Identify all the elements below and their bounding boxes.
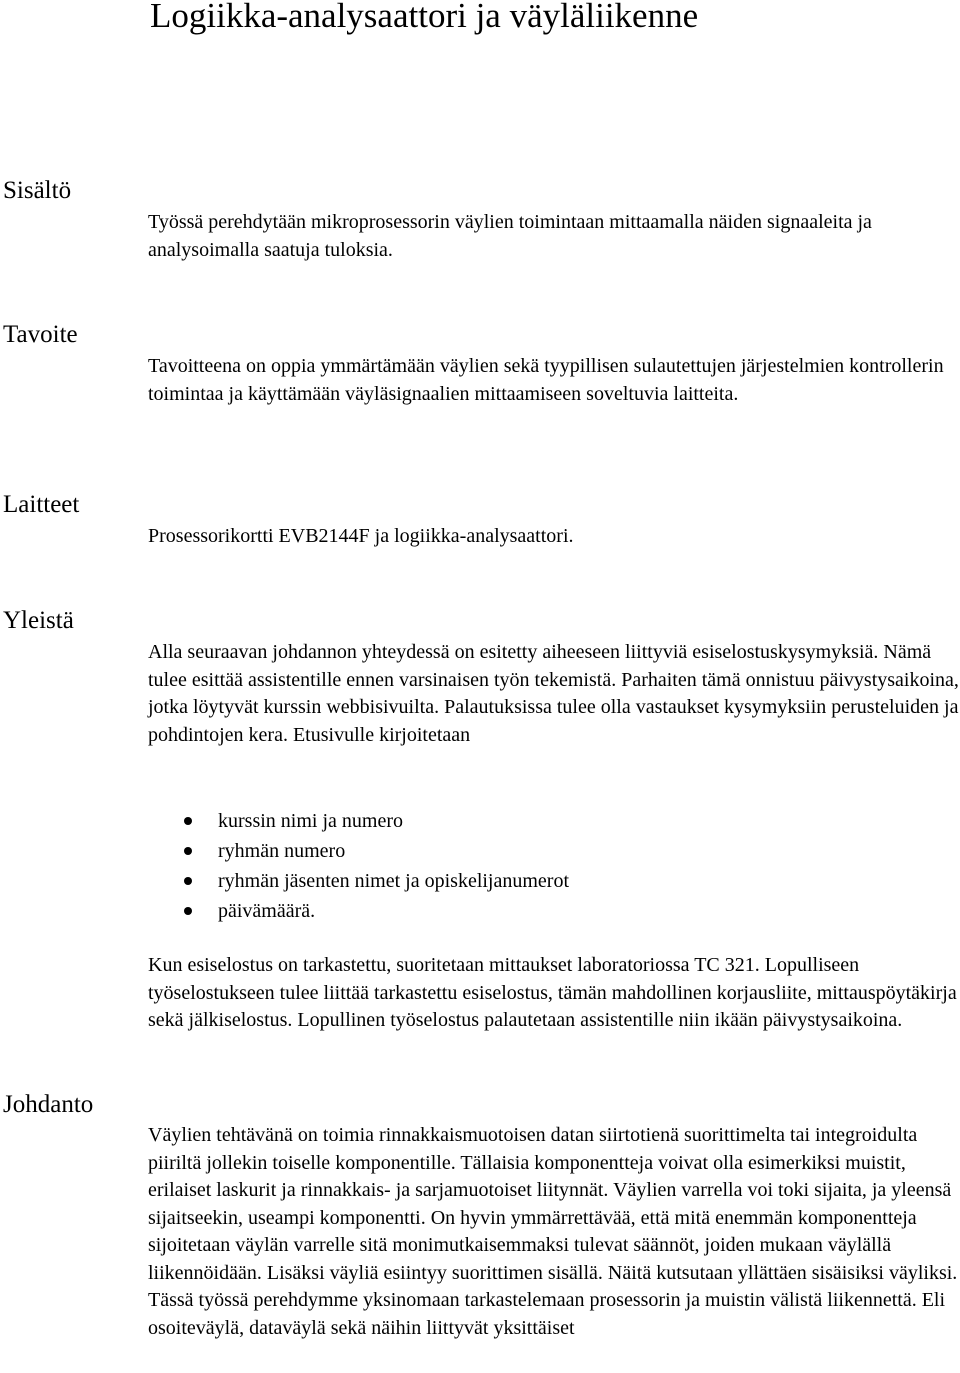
list-item-text: kurssin nimi ja numero xyxy=(218,810,403,832)
front-page-bullet-list xyxy=(148,806,569,926)
section-heading-tavoite: Tavoite xyxy=(3,321,78,348)
bullet-icon xyxy=(184,847,192,855)
bullet-icon xyxy=(184,817,192,825)
section-text-tavoite: Tavoitteena on oppia ymmärtämään väylien sekä tyypillisen sulautettujen järjestelmien kontrollerin toimintaa ja käyttämään väyläsignaalien mittaamiseen soveltuvia laitteita. xyxy=(148,355,944,405)
bullet-icon xyxy=(184,877,192,885)
section-text-yleista-continued: Kun esiselostus on tarkastettu, suoritetaan mittaukset laboratoriossa TC 321. Lopulliseen työselostukseen tulee liittää tarkastettu esiselostus, tämän mahdollinen korjausliite, mittauspöytäkirja sekä jälkiselostus. Lopullinen työselostus palautetaan assistentille niin ikään päivystysaikoina. xyxy=(148,954,957,1031)
list-item xyxy=(148,806,569,836)
section-heading-sisalto: Sisältö xyxy=(3,177,72,204)
list-item-text: ryhmän jäsenten nimet ja opiskelijanumerot xyxy=(218,870,570,892)
list-item xyxy=(148,836,569,866)
bullet-icon xyxy=(184,907,192,915)
section-text-laitteet: Prosessorikortti EVB2144F ja logiikka-analysaattori. xyxy=(148,525,574,547)
document-title: Logiikka-analysaattori ja väyläliikenne xyxy=(150,0,699,35)
section-text-johdanto: Väylien tehtävänä on toimia rinnakkaismuotoisen datan siirtotienä suorittimelta tai integroidulta piiriltä jollekin toiselle komponentille. Tällaisia komponentteja voivat olla esimerkiksi muistit, erilaiset laskurit ja rinnakkais- ja sarjamuotoiset liitynnät. Väylien varrella voi toki sijaita, ja yleensä sijaitseekin, useampi komponentti. On hyvin ymmärrettävää, että mitä enemmän komponentteja sijoitetaan väylän varrelle sitä monimutkaisemmaksi tulevat säännöt, joiden mukaan väylällä liikennöidään. Lisäksi väyliä esiintyy suorittimen sisällä. Näitä kutsutaan yllättäen sisäisiksi väyliksi. Tässä työssä perehdymme yksinomaan tarkastelemaan prosessorin ja muistin välistä liikennettä. Eli osoiteväylä, dataväylä sekä näihin liittyvät yksittäiset xyxy=(148,1124,958,1339)
section-heading-yleista: Yleistä xyxy=(3,607,74,634)
section-heading-laitteet: Laitteet xyxy=(3,491,80,518)
section-text-sisalto: Työssä perehdytään mikroprosessorin väylien toimintaan mittaamalla näiden signaaleita ja analysoimalla saatuja tuloksia. xyxy=(148,211,872,261)
list-item xyxy=(148,866,569,896)
section-heading-johdanto: Johdanto xyxy=(3,1091,94,1118)
section-text-yleista: Alla seuraavan johdannon yhteydessä on esitetty aiheeseen liittyviä esiselostuskysymyksiä. Nämä tulee esittää assistentille ennen varsinaisen työn tekemistä. Parhaiten tämä onnistuu päivystysaikoina, jotka löytyvät kurssin webbisivuilta. Palautuksissa tulee olla vastaukset kysymyksiin perusteluiden ja pohdintojen kera. Etusivulle kirjoitetaan xyxy=(148,641,959,746)
list-item-text: ryhmän numero xyxy=(218,840,346,862)
list-item-text: päivämäärä. xyxy=(218,900,316,922)
list-item xyxy=(148,896,569,926)
